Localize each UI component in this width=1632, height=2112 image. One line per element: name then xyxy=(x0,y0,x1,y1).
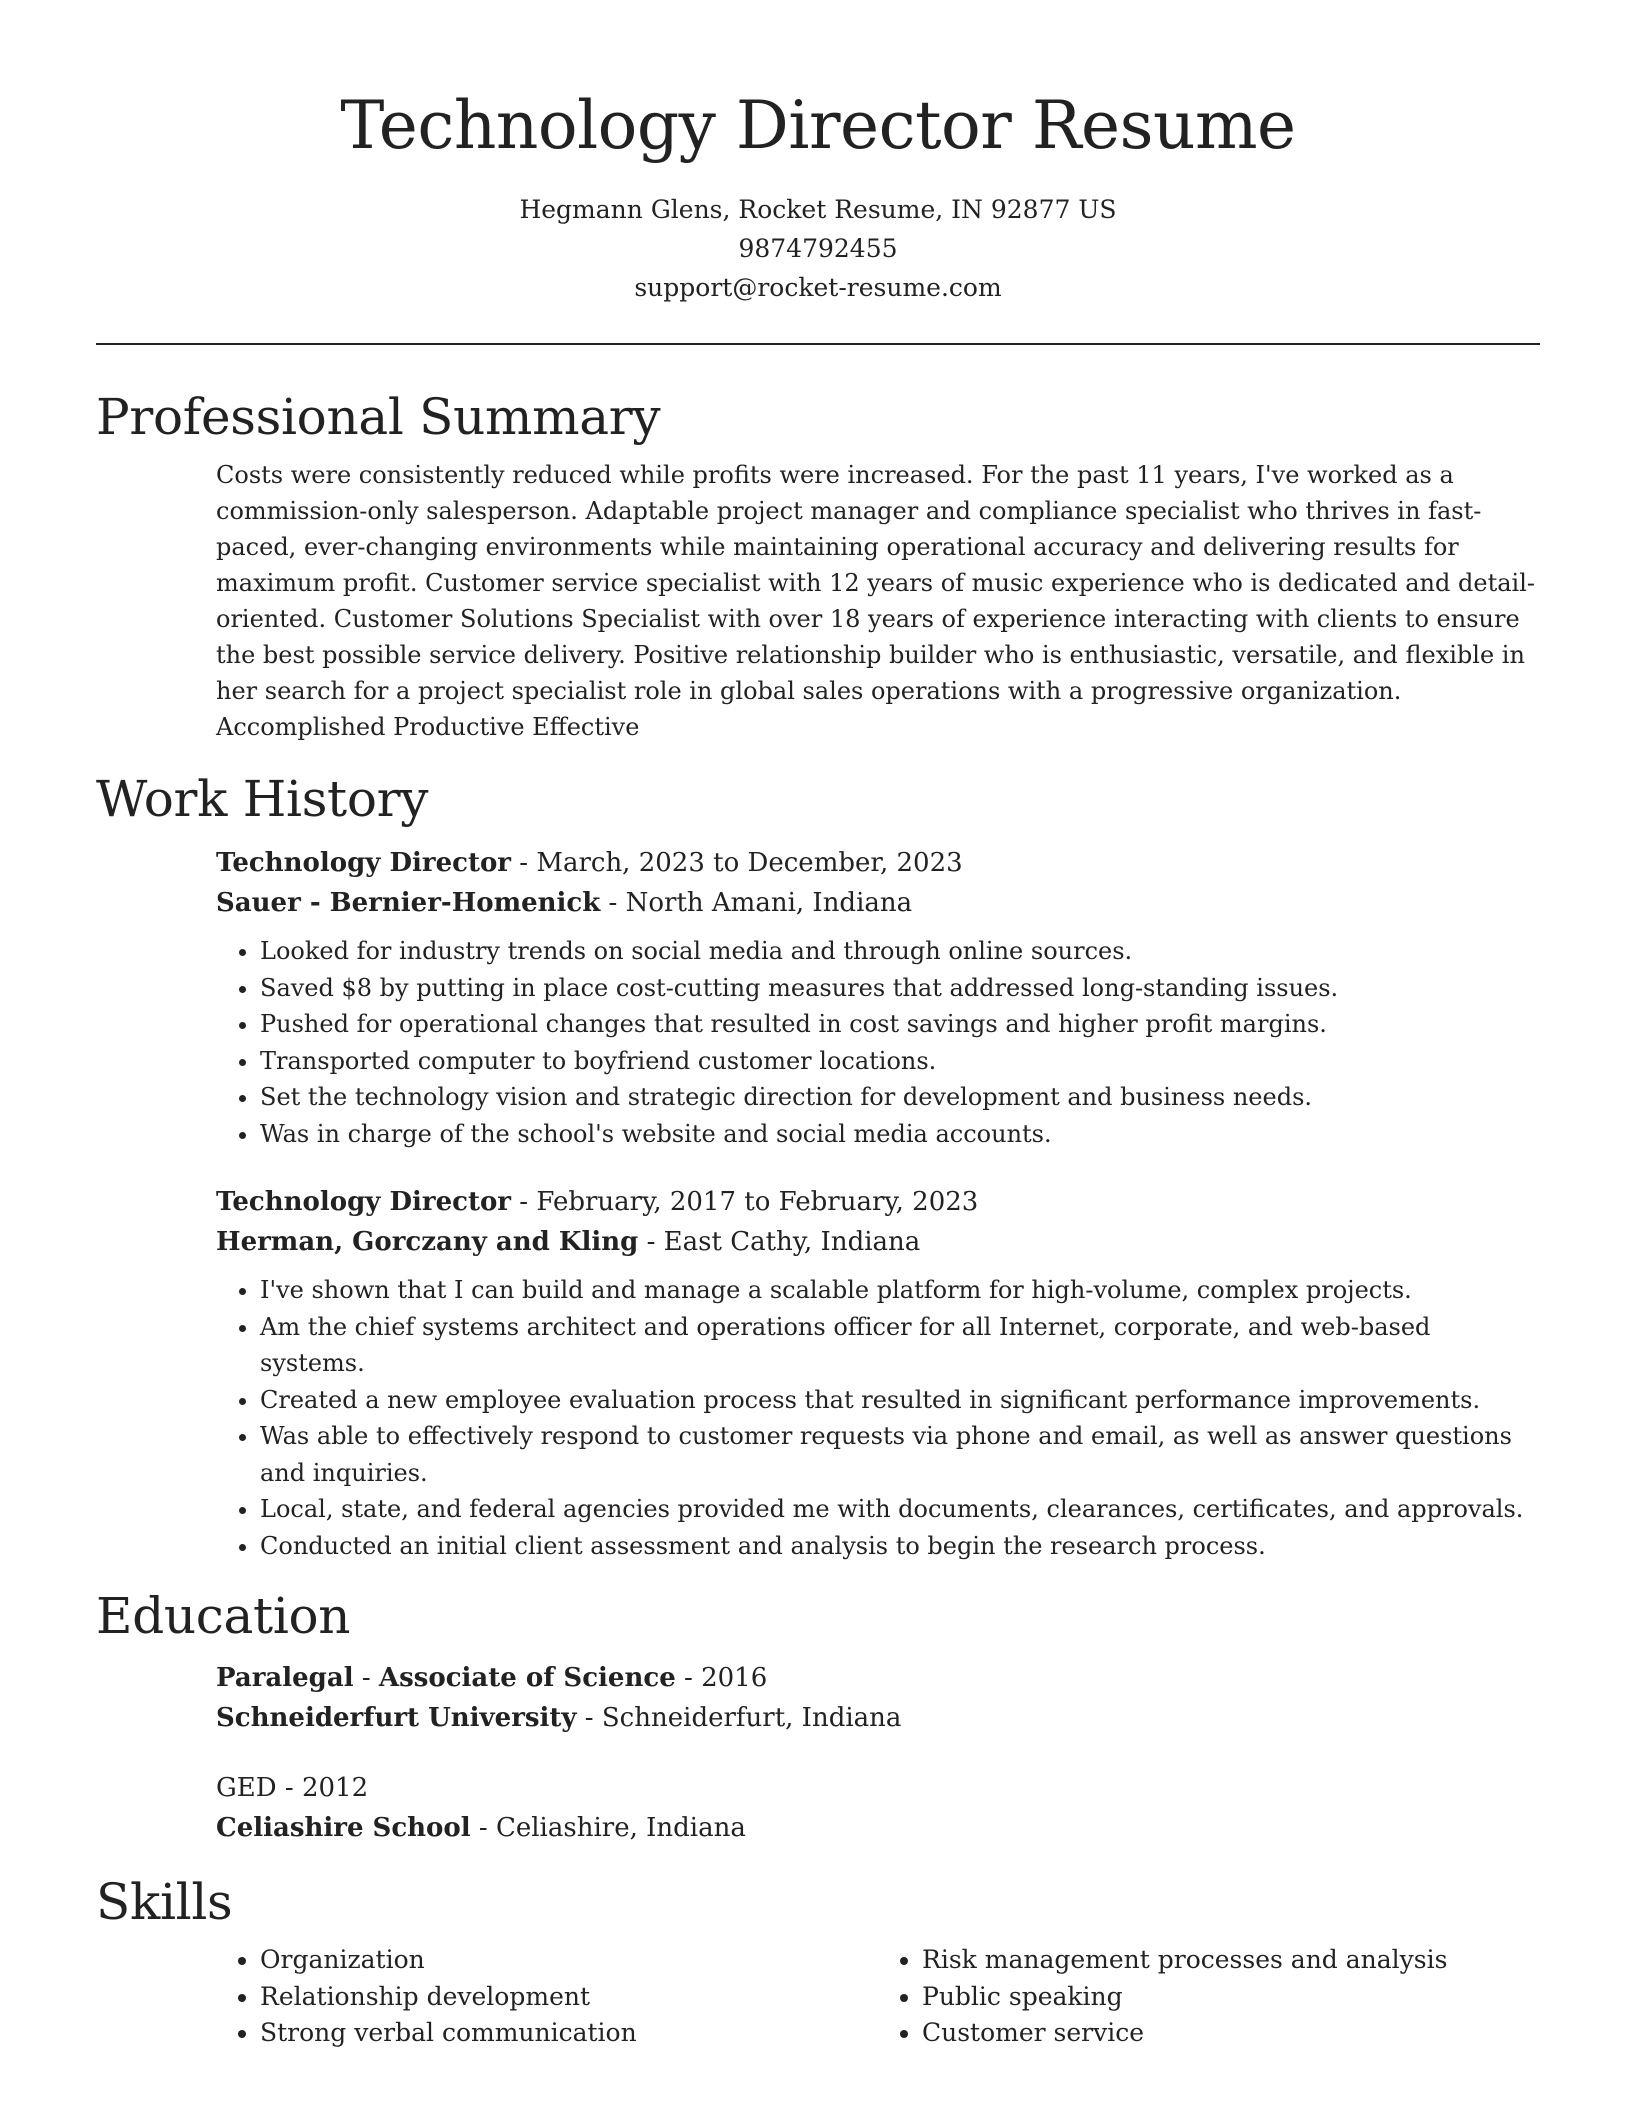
skills-column-left xyxy=(216,1942,878,2052)
list-item: • Risk management processes and analysis xyxy=(922,1942,1540,1979)
list-item: • Was in charge of the school's website and social media accounts. xyxy=(260,1116,1540,1153)
job-location: North Amani, Indiana xyxy=(625,888,913,918)
job-company-line: Herman, Gorczany and Kling - East Cathy, Indiana xyxy=(216,1227,921,1257)
education-field: Paralegal xyxy=(216,1663,354,1693)
list-item: • Saved $8 by putting in place cost-cutting measures that addressed long-standing issues. xyxy=(260,970,1540,1007)
education-location: Schneiderfurt, Indiana xyxy=(601,1703,902,1733)
page-title: Technology Director Resume xyxy=(340,87,1296,164)
contact-phone: 9874792455 xyxy=(738,234,898,263)
list-item: • Strong verbal communication xyxy=(260,2015,878,2052)
education-degree: GED xyxy=(216,1773,277,1803)
job-location: East Cathy, Indiana xyxy=(663,1227,921,1257)
list-item: • Transported computer to boyfriend customer locations. xyxy=(260,1043,1540,1080)
job-bullets xyxy=(216,1272,1540,1564)
list-item: • Pushed for operational changes that resulted in cost savings and higher profit margins. xyxy=(260,1006,1540,1043)
job-title: Technology Director xyxy=(216,1187,511,1217)
contact-address: Hegmann Glens, Rocket Resume, IN 92877 US xyxy=(519,195,1117,224)
list-item: • Conducted an initial client assessment and analysis to begin the research process. xyxy=(260,1528,1540,1565)
summary-text: Costs were consistently reduced while profits were increased. For the past 11 years, I've worked as a commission-only salesperson. Adaptable project manager and compliance specialist who thrives in fast-paced, ever-changing environments while maintaining operational accuracy and delivering results for maximum profit. Customer service specialist with 12 years of music experience who is dedicated and detail-oriented. Customer Solutions Specialist with over 18 years of experience interacting with clients to ensure the best possible service delivery. Positive relationship builder who is enthusiastic, versatile, and flexible in her search for a project specialist role in global sales operations with a progressive organization. Accomplished Productive Effective xyxy=(216,461,1535,741)
job-dates: February, 2017 to February, 2023 xyxy=(536,1187,979,1217)
list-item: • Relationship development xyxy=(260,1979,878,2016)
education-school: Celiashire School xyxy=(216,1813,471,1843)
work-history-heading: Work History xyxy=(96,770,429,828)
job-company: Sauer - Bernier-Homenick xyxy=(216,888,601,918)
education-entry xyxy=(216,1768,1540,1848)
list-item: • Local, state, and federal agencies provided me with documents, clearances, certificates, and approvals. xyxy=(260,1491,1540,1528)
education-entry xyxy=(216,1658,1540,1738)
education-heading: Education xyxy=(96,1587,351,1645)
job-dates: March, 2023 to December, 2023 xyxy=(536,848,963,878)
education-year: 2012 xyxy=(301,1773,369,1803)
education-year: 2016 xyxy=(701,1663,768,1693)
contact-email: support@rocket-resume.com xyxy=(634,273,1002,302)
education-school-line: Schneiderfurt University - Schneiderfurt, Indiana xyxy=(216,1703,902,1733)
skills-heading: Skills xyxy=(96,1873,233,1931)
education-school-line: Celiashire School - Celiashire, Indiana xyxy=(216,1813,746,1843)
list-item: • Organization xyxy=(260,1942,878,1979)
summary-heading: Professional Summary xyxy=(96,388,661,446)
job-title: Technology Director xyxy=(216,848,511,878)
education-degree-line: Paralegal - Associate of Science - 2016 xyxy=(216,1663,768,1693)
job-title-line: Technology Director - February, 2017 to February, 2023 xyxy=(216,1187,979,1217)
job-entry xyxy=(216,843,1540,1152)
resume-header xyxy=(96,0,1540,307)
list-item: • Am the chief systems architect and operations officer for all Internet, corporate, and web-based systems. xyxy=(260,1309,1540,1382)
list-item: • Customer service xyxy=(922,2015,1540,2052)
header-divider xyxy=(96,343,1540,345)
list-item: • I've shown that I can build and manage a scalable platform for high-volume, complex projects. xyxy=(260,1272,1540,1309)
list-item: • Created a new employee evaluation process that resulted in significant performance improvements. xyxy=(260,1382,1540,1419)
list-item: • Looked for industry trends on social media and through online sources. xyxy=(260,933,1540,970)
list-item: • Set the technology vision and strategic direction for development and business needs. xyxy=(260,1079,1540,1116)
list-item: • Public speaking xyxy=(922,1979,1540,2016)
list-item: • Was able to effectively respond to customer requests via phone and email, as well as answer questions and inquiries. xyxy=(260,1418,1540,1491)
skills-list xyxy=(216,1934,1540,2052)
job-title-line: Technology Director - March, 2023 to December, 2023 xyxy=(216,848,963,878)
resume-page xyxy=(96,0,1540,2052)
education-school: Schneiderfurt University xyxy=(216,1703,577,1733)
job-company: Herman, Gorczany and Kling xyxy=(216,1227,639,1257)
education-degree: Associate of Science xyxy=(378,1663,676,1693)
job-bullets xyxy=(216,933,1540,1152)
job-company-line: Sauer - Bernier-Homenick - North Amani, Indiana xyxy=(216,888,913,918)
education-degree-line: GED - 2012 xyxy=(216,1773,369,1803)
education-location: Celiashire, Indiana xyxy=(495,1813,746,1843)
skills-column-right xyxy=(878,1942,1540,2052)
job-entry xyxy=(216,1182,1540,1564)
